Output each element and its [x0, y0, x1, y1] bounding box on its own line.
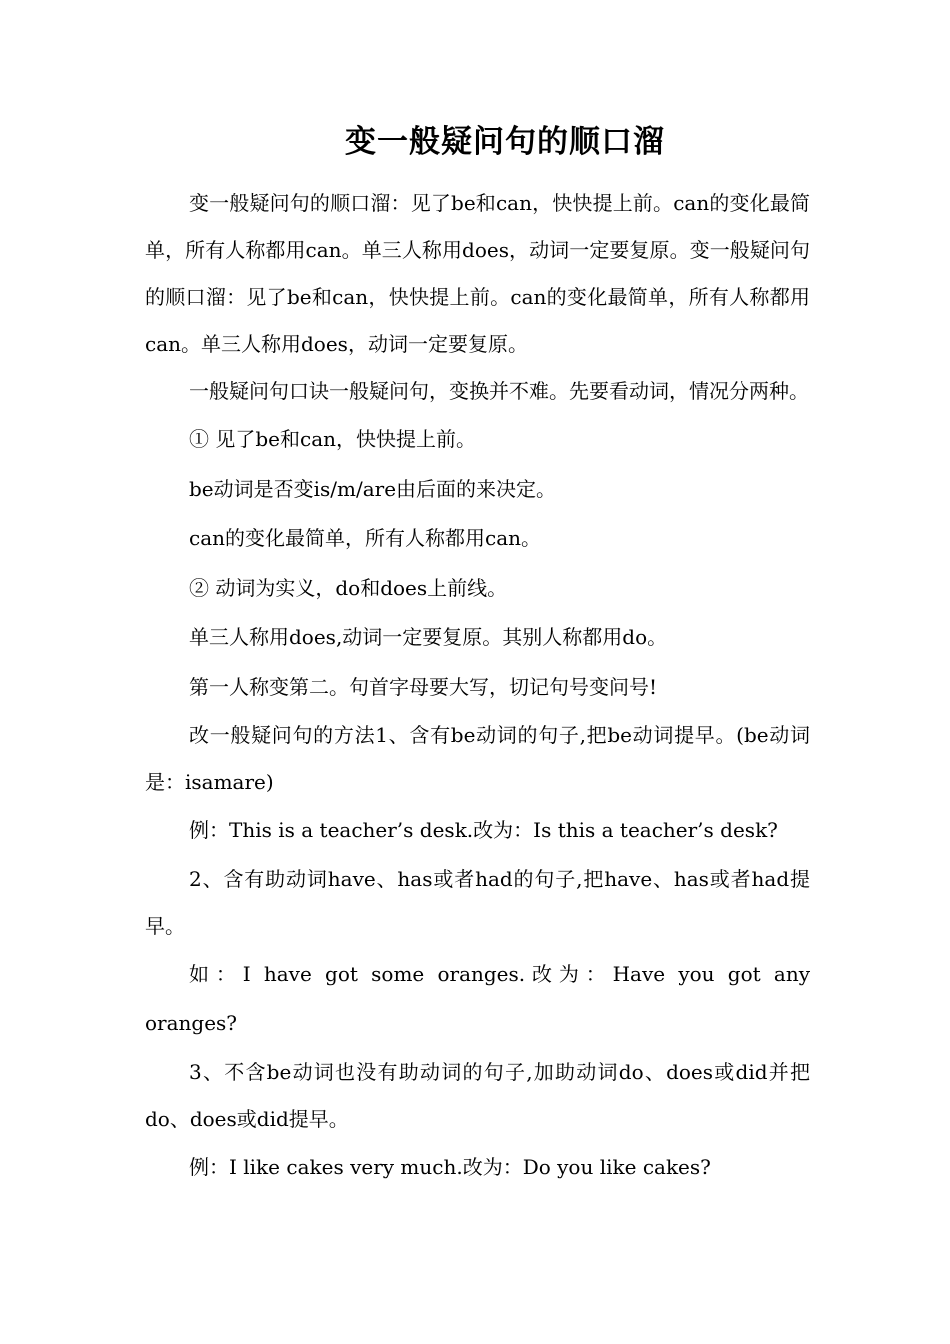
paragraph-person: 第一人称变第二。句首字母要大写，切记句号变问号!	[189, 674, 658, 699]
document-body	[145, 180, 810, 1192]
paragraph-rule-2: ② 动词为实义，do和does上前线。	[189, 575, 508, 600]
paragraph-rule-1: ① 见了be和can，快快提上前。	[189, 427, 477, 451]
paragraph-method-2: 2、含有助动词have、has或者had的句子,把have、has或者had提早。	[145, 866, 810, 938]
paragraph-rhyme: 一般疑问句口诀一般疑问句，变换并不难。先要看动词，情况分两种。	[189, 379, 809, 403]
paragraph-example-3: 例：I like cakes very much.改为：Do you like cakes?	[189, 1154, 711, 1179]
paragraph-method-1: 改一般疑问句的方法1、含有be动词的句子,把be动词提早。(be动词是：isamare)	[145, 723, 810, 794]
paragraph-example-2: 如：I have got some oranges.改为：Have you got any oranges?	[145, 961, 810, 1035]
paragraph-can: can的变化最简单，所有人称都用can。	[189, 526, 542, 550]
document-title: 变一般疑问句的顺口溜	[345, 124, 665, 160]
paragraph-example-1: 例：This is a teacher’s desk.改为：Is this a teacher’s desk?	[189, 818, 778, 842]
paragraph-method-3: 3、不含be动词也没有助动词的句子,加助动词do、does或did并把do、does或did提早。	[145, 1059, 810, 1131]
paragraph-does: 单三人称用does,动词一定要复原。其别人称都用do。	[189, 625, 668, 649]
paragraph-be-verb: be动词是否变is/m/are由后面的来决定。	[189, 476, 557, 501]
paragraph-intro: 变一般疑问句的顺口溜：见了be和can，快快提上前。can的变化最简单，所有人称都用can。单三人称用does，动词一定要复原。变一般疑问句的顺口溜：见了be和can，快快提上前。can的变化最简单，所有人称都用can。单三人称用does，动词一定要复原。	[145, 191, 810, 356]
